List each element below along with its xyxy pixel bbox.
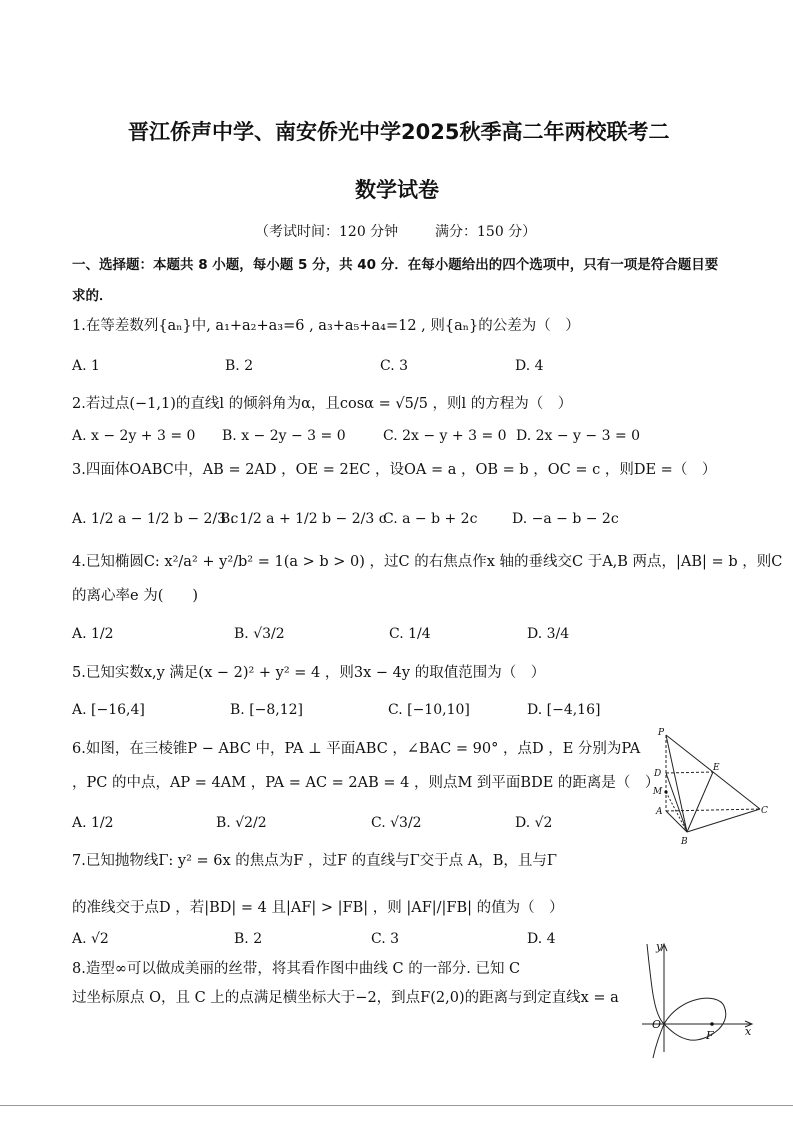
q1-option-b: B. 2	[225, 358, 254, 374]
curve-upper-branch	[647, 944, 664, 1024]
q2-option-c: C. 2x − y + 3 = 0	[383, 428, 507, 444]
tetrahedron-figure	[650, 727, 770, 852]
label-y: y	[656, 940, 663, 953]
q5-option-b: B. [−8,12]	[230, 702, 304, 718]
edge-de	[666, 772, 713, 773]
label-p: P	[658, 728, 665, 738]
question-8-stem-line2: 过坐标原点 O，且 C 上的点满足横坐标大于−2，到点F(2,0)的距离与到定直线x = a	[72, 990, 619, 1006]
q7-option-b: B. 2	[234, 931, 263, 947]
section-instruction-line2: 求的．	[72, 288, 113, 304]
edge-ac	[666, 809, 760, 811]
question-1-stem: 1.在等差数列{aₙ}中, a₁+a₂+a₃=6 , a₃+a₅+a₄=12 , 则{aₙ}的公差为（ ）	[72, 318, 580, 334]
label-e: E	[713, 763, 720, 773]
edge-eb	[687, 772, 713, 832]
question-4-stem-line2: 的离心率e 为( )	[72, 588, 199, 604]
q3-option-c: C. a − b + 2c	[383, 511, 478, 527]
question-6-stem-line1: 6.如图，在三棱锥P − ABC 中，PA ⊥ 平面ABC ，∠BAC = 90° ，点D ，E 分别为PA	[72, 741, 641, 757]
question-3-stem: 3.四面体OABC中，AB = 2AD ，OE = 2EC ，设OA = a ，OB = b ，OC = c ，则DE =（ ）	[72, 462, 717, 478]
point-m	[664, 790, 667, 793]
question-4-stem-line1: 4.已知椭圆C: x²/a² + y²/b² = 1(a > b > 0) ，过C 的右焦点作x 轴的垂线交C 于A,B 两点，|AB| = b ，则C	[72, 554, 783, 570]
section-instruction-line1: 一、选择题：本题共 8 小题，每小题 5 分，共 40 分．在每小题给出的四个选项中，只有一项是符合题目要	[72, 257, 719, 273]
q3-option-a: A. 1/2 a − 1/2 b − 2/3 c	[72, 511, 239, 527]
q2-option-b: B. x − 2y − 3 = 0	[222, 428, 346, 444]
q6-option-a: A. 1/2	[72, 815, 114, 831]
q4-option-c: C. 1/4	[389, 626, 431, 642]
q3-option-d: D. −a − b − 2c	[512, 511, 619, 527]
question-8-stem-line1: 8.造型∞可以做成美丽的丝带，将其看作图中曲线 C 的一部分. 已知 C	[72, 961, 521, 977]
label-m: M	[653, 787, 663, 797]
q2-option-d: D. 2x − y − 3 = 0	[516, 428, 641, 444]
question-2-stem: 2.若过点(−1,1)的直线l 的倾斜角为α，且cosα = √5/5 ，则l 的方程为（ ）	[72, 396, 573, 412]
q7-option-c: C. 3	[371, 931, 400, 947]
q6-option-d: D. √2	[515, 815, 553, 831]
subject-title: 数学试卷	[355, 178, 439, 202]
q4-option-d: D. 3/4	[527, 626, 570, 642]
q5-option-c: C. [−10,10]	[388, 702, 470, 718]
q4-option-b: B. √3/2	[234, 626, 285, 642]
question-5-stem: 5.已知实数x,y 满足(x − 2)² + y² = 4 ，则3x − 4y 的取值范围为（ ）	[72, 665, 546, 681]
label-o: O	[652, 1018, 662, 1031]
focus-point	[710, 1022, 714, 1026]
question-7-stem-line2: 的准线交于点D ，若|BD| = 4 且|AF| > |FB| ，则 |AF|/|FB| 的值为（ ）	[72, 900, 564, 916]
label-d: D	[654, 769, 662, 779]
label-c: C	[761, 806, 768, 816]
q1-option-d: D. 4	[515, 358, 544, 374]
curve-figure	[640, 940, 766, 1060]
page-bottom-divider	[0, 1105, 793, 1106]
edge-bc	[687, 809, 760, 832]
edge-ab	[666, 811, 687, 832]
q1-option-c: C. 3	[380, 358, 409, 374]
q6-option-b: B. √2/2	[216, 815, 267, 831]
exam-time: （考试时间：120 分钟	[255, 224, 399, 240]
q5-option-a: A. [−16,4]	[72, 702, 145, 718]
q7-option-a: A. √2	[72, 931, 109, 947]
edge-mb	[666, 792, 687, 832]
exam-title: 晋江侨声中学、南安侨光中学2025秋季高二年两校联考二	[128, 120, 670, 144]
label-f: F	[706, 1029, 714, 1042]
exam-score: 满分：150 分）	[435, 224, 537, 240]
question-7-stem-line1: 7.已知抛物线Γ: y² = 6x 的焦点为F ，过F 的直线与Γ交于点 A，B，且与Γ	[72, 853, 557, 869]
curve-loop	[664, 998, 726, 1040]
label-x: x	[745, 1025, 752, 1038]
q3-option-b: B. 1/2 a + 1/2 b − 2/3 c	[220, 511, 387, 527]
q1-option-a: A. 1	[72, 358, 100, 374]
question-6-stem-line2: ，PC 的中点，AP = 4AM ，PA = AC = 2AB = 4 ，则点M 到平面BDE 的距离是（ ）	[72, 775, 660, 791]
q5-option-d: D. [−4,16]	[527, 702, 601, 718]
label-a: A	[656, 807, 663, 817]
q6-option-c: C. √3/2	[371, 815, 422, 831]
q4-option-a: A. 1/2	[72, 626, 114, 642]
q7-option-d: D. 4	[527, 931, 556, 947]
label-b: B	[681, 837, 688, 847]
q2-option-a: A. x − 2y + 3 = 0	[72, 428, 196, 444]
